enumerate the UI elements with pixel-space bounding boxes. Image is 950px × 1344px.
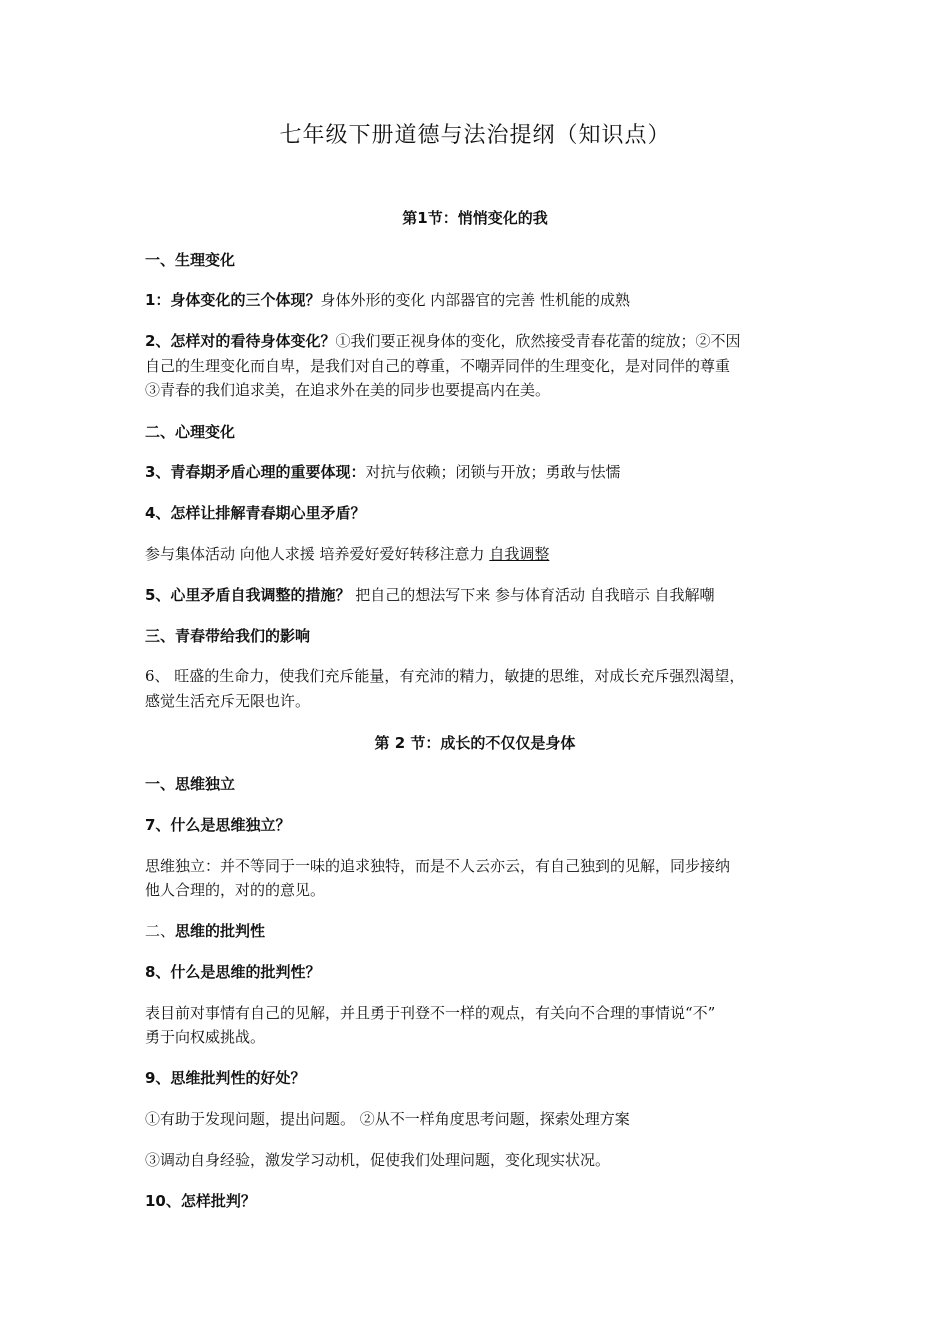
question-3: [145, 462, 825, 482]
question-2-answer-line-2: 自己的生理变化而自卑，是我们对自己的尊重，不嘲弄同伴的生理变化，是对同伴的尊重: [145, 357, 731, 375]
question-5-label: 5、心里矛盾自我调整的措施？: [145, 586, 351, 604]
question-4-label: 4、怎样让排解青春期心里矛盾？: [145, 504, 366, 522]
heading-physiological-change: 一、生理变化: [145, 251, 236, 269]
question-1: [145, 290, 825, 310]
question-4-answer-underlined: 自我调整: [489, 545, 550, 563]
question-9-label: 9、思维批判性的好处？: [145, 1069, 306, 1087]
question-1-label: 1：身体变化的三个体现？: [145, 291, 321, 309]
section-2-heading: 第 2 节：成长的不仅仅是身体: [374, 734, 576, 752]
question-2-answer-line-3: ③青春的我们追求美，在追求外在美的同步也要提高内在美。: [145, 381, 551, 399]
item-6-line-1: 6、 旺盛的生命力，使我们充斥能量，有充沛的精力，敏捷的思维，对成长充斥强烈渴望，: [145, 667, 745, 685]
heading-psychological-change: 二、心理变化: [145, 423, 236, 441]
question-1-answer: 身体外形的变化 内部器官的完善 性机能的成熟: [320, 291, 630, 309]
heading-youth-influence: 三、青春带给我们的影响: [145, 627, 311, 645]
question-10-label: 10、怎样批判？: [145, 1192, 256, 1210]
question-8-line-2: 勇于向权威挑战。: [145, 1028, 266, 1046]
question-8-label: 8、什么是思维的批判性？: [145, 963, 321, 981]
heading-critical-thinking-text: 思维的批判性: [175, 922, 266, 940]
question-4-answer-text: 参与集体活动 向他人求援 培养爱好爱好转移注意力: [145, 545, 490, 563]
heading-critical-thinking: [145, 921, 825, 941]
question-7-label: 7、什么是思维独立？: [145, 816, 291, 834]
question-2: [145, 331, 825, 351]
section-1-heading: 第1节：悄悄变化的我: [402, 209, 548, 227]
question-3-label: 3、青春期矛盾心理的重要体现：: [145, 463, 366, 481]
question-2-label: 2、怎样对的看待身体变化？: [145, 332, 336, 350]
question-2-answer-line-1: ①我们要正视身体的变化，欣然接受青春花蕾的绽放；②不因: [335, 332, 741, 350]
question-5: [145, 585, 825, 605]
question-3-answer: 对抗与依赖；闭锁与开放；勇敢与怯懦: [365, 463, 621, 481]
heading-independent-thinking: 一、思维独立: [145, 775, 236, 793]
question-9-line-1: ①有助于发现问题，提出问题。 ②从不一样角度思考问题，探索处理方案: [145, 1110, 630, 1128]
question-4-answer: [145, 544, 825, 564]
item-6-line-2: 感觉生活充斥无限也许。: [145, 692, 311, 710]
question-7-line-1: 思维独立：并不等同于一味的追求独特，而是不人云亦云，有自己独到的见解，同步接纳: [145, 857, 731, 875]
question-7-line-2: 他人合理的，对的的意见。: [145, 881, 326, 899]
question-8-line-1: 表目前对事情有自己的见解，并且勇于刊登不一样的观点，有关向不合理的事情说“不”: [145, 1004, 716, 1022]
question-5-answer: 把自己的想法写下来 参与体育活动 自我暗示 自我解嘲: [350, 586, 715, 604]
heading-critical-thinking-prefix: 二、: [145, 922, 176, 940]
question-9-line-2: ③调动自身经验，激发学习动机，促使我们处理问题，变化现实状况。: [145, 1151, 611, 1169]
document-title: 七年级下册道德与法治提纲（知识点）: [279, 123, 671, 148]
